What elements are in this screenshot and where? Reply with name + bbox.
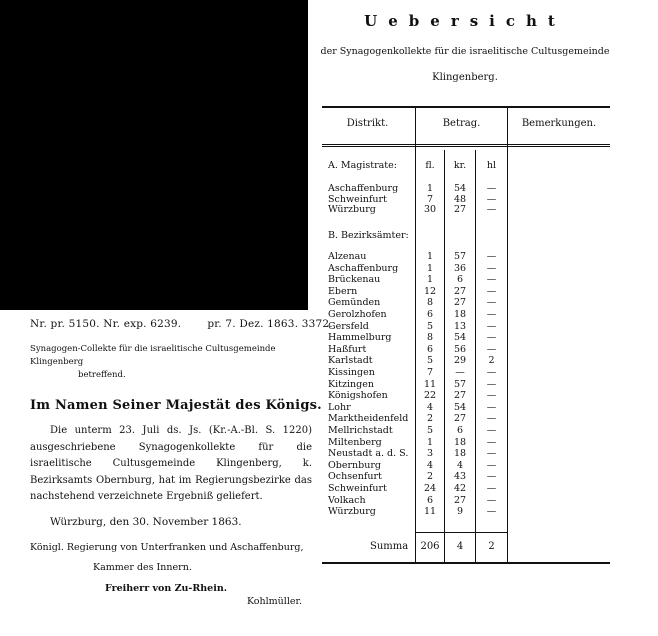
subject <box>30 343 312 382</box>
district-name: Kissingen <box>328 367 375 378</box>
amount-kr: 43 <box>453 471 467 483</box>
header-district: Distrikt. <box>346 118 389 129</box>
amount-kr: 36 <box>453 262 467 274</box>
amount-fl: 2 <box>426 471 434 483</box>
amount-fl: 11 <box>423 378 437 390</box>
district-name: Lohr <box>328 401 351 413</box>
district-name: Würzburg <box>328 204 376 215</box>
amount-fl: 6 <box>426 309 434 320</box>
amount-fl: 4 <box>426 401 434 413</box>
amount-fl: 7 <box>426 367 434 378</box>
amount-kr: 54 <box>453 332 467 344</box>
amount-hl: — <box>486 494 497 506</box>
district-name: Schweinfurt <box>328 193 387 205</box>
district-name: Ochsenfurt <box>328 471 382 483</box>
district-name: Alzenau <box>328 251 367 262</box>
amount-fl: 3 <box>426 448 434 460</box>
amount-kr: — <box>455 367 465 378</box>
table-subtitle-place: Klingenberg. <box>432 72 498 83</box>
amount-fl: 8 <box>426 297 434 309</box>
amount-fl: 8 <box>426 332 434 344</box>
district-name: Ebern <box>328 285 358 297</box>
top-rule <box>322 106 610 108</box>
district-name: Königshofen <box>328 390 388 402</box>
amount-kr: 27 <box>453 390 467 402</box>
amount-fl: 4 <box>426 459 434 471</box>
district-name: Volkach <box>328 494 366 506</box>
total-fl: 206 <box>420 541 440 552</box>
amount-hl: — <box>486 448 497 460</box>
amount-hl: — <box>486 483 497 494</box>
district-name: Hammelburg <box>328 332 392 344</box>
district-name: Kitzingen <box>328 378 374 390</box>
notice-body: Die unterm 23. Juli ds. Js. (Kr.-A.-Bl. S. 1220) ausgeschriebene Synagogenkollekte für die israelitische Cultusgemeinde Klingenberg, k. Bezirksamts Obernburg, hat im Regierungsbezirke das nachstehend verzeichnete Ergebniß geliefert. <box>30 425 312 502</box>
table-title: Uebersicht <box>364 12 566 30</box>
amount-kr: 13 <box>453 320 467 332</box>
amount-hl: — <box>486 425 497 436</box>
amount-hl: — <box>486 285 497 297</box>
district-name: Karlstadt <box>328 355 373 367</box>
amount-hl: — <box>486 204 497 215</box>
amount-hl: — <box>486 183 497 194</box>
amount-kr: 27 <box>453 297 467 309</box>
redaction-block <box>0 0 308 310</box>
amount-hl: — <box>486 459 497 471</box>
place-date: Würzburg, den 30. November 1863. <box>50 515 242 528</box>
amount-hl: — <box>486 413 497 425</box>
amount-kr: 57 <box>453 251 467 262</box>
amount-fl: 24 <box>423 483 437 494</box>
amount-hl: — <box>486 343 497 355</box>
amount-fl: 30 <box>423 204 437 215</box>
amount-hl: — <box>486 471 497 483</box>
amount-fl: 2 <box>426 413 434 425</box>
amount-hl: — <box>486 274 497 286</box>
amount-kr: 42 <box>453 483 467 494</box>
amount-kr: 48 <box>453 193 467 205</box>
section-magistrates: A. Magistrate: <box>328 160 397 171</box>
issuing-authority: Königl. Regierung von Unterfranken und Aschaffenburg, <box>30 541 304 553</box>
reference-line <box>30 318 333 330</box>
amount-fl: 1 <box>426 183 434 194</box>
header-amount: Betrag. <box>442 118 481 129</box>
header-remarks: Bemerkungen. <box>521 118 597 129</box>
amount-kr: 56 <box>453 343 467 355</box>
amount-fl: 1 <box>426 262 434 274</box>
amount-fl: 5 <box>426 355 434 367</box>
amount-fl: 6 <box>426 343 434 355</box>
amount-kr: 18 <box>453 309 467 320</box>
column-rule <box>507 106 508 562</box>
total-hl: 2 <box>488 541 495 552</box>
amount-hl: — <box>486 262 497 274</box>
amount-fl: 5 <box>426 425 434 436</box>
unit-kr: kr. <box>453 160 467 171</box>
amount-hl: — <box>486 309 497 320</box>
subject-continuation: betreffend. <box>78 370 126 380</box>
clerk: Kohlmüller. <box>246 595 302 607</box>
district-name: Aschaffenburg <box>328 262 399 274</box>
unit-hl: hl <box>486 160 497 171</box>
reference-date: pr. 7. Dez. 1863. 3372. <box>207 318 333 330</box>
amount-fl: 5 <box>426 320 434 332</box>
district-name: Aschaffenburg <box>328 183 399 194</box>
amount-fl: 1 <box>426 436 434 448</box>
district-name: Mellrichstadt <box>328 425 393 436</box>
chamber: Kammer des Innern. <box>93 561 192 573</box>
district-name: Schweinfurt <box>328 483 387 494</box>
amount-hl: — <box>486 332 497 344</box>
reference-numbers: Nr. pr. 5150. Nr. exp. 6239. <box>30 318 182 330</box>
amount-kr: 6 <box>456 274 464 286</box>
amount-hl: — <box>486 401 497 413</box>
amount-hl: — <box>486 378 497 390</box>
amount-fl: 22 <box>423 390 437 402</box>
amount-kr: 4 <box>456 459 464 471</box>
district-name: Gerolzhofen <box>328 309 387 320</box>
district-name: Gersfeld <box>328 320 369 332</box>
amount-kr: 54 <box>453 183 467 194</box>
unit-fl: fl. <box>425 160 435 171</box>
proclamation-heading: Im Namen Seiner Majestät des Königs. <box>30 398 322 413</box>
district-name: Gemünden <box>328 297 381 309</box>
district-name: Neustadt a. d. S. <box>328 448 409 460</box>
announcement <box>30 318 333 607</box>
amount-kr: 27 <box>453 413 467 425</box>
subject-line: Synagogen-Collekte für die israelitische Cultusgemeinde Klingenberg <box>30 344 276 367</box>
amount-kr: 18 <box>453 448 467 460</box>
amount-hl: — <box>486 506 497 518</box>
district-name: Obernburg <box>328 459 381 471</box>
district-name: Haßfurt <box>328 343 367 355</box>
district-name: Marktheidenfeld <box>328 413 409 425</box>
amount-fl: 6 <box>426 494 434 506</box>
amount-kr: 57 <box>453 378 467 390</box>
signatory: Freiherr von Zu-Rhein. <box>105 582 228 594</box>
amount-kr: 27 <box>453 204 467 215</box>
bottom-rule <box>322 562 610 564</box>
amount-kr: 29 <box>453 355 467 367</box>
amount-hl: — <box>486 436 497 448</box>
amount-hl: — <box>486 251 497 262</box>
amount-kr: 27 <box>453 285 467 297</box>
amount-hl: — <box>486 297 497 309</box>
amount-fl: 11 <box>423 506 437 518</box>
section-district-offices: B. Bezirksämter: <box>328 230 409 241</box>
amount-hl: — <box>486 320 497 332</box>
amount-hl: — <box>486 390 497 402</box>
amount-hl: — <box>486 367 497 378</box>
amount-kr: 54 <box>453 401 467 413</box>
amount-fl: 1 <box>426 274 434 286</box>
header-rule <box>322 144 610 145</box>
amount-fl: 7 <box>426 193 434 205</box>
amount-hl: 2 <box>488 355 495 367</box>
amount-kr: 18 <box>453 436 467 448</box>
district-name: Miltenberg <box>328 436 382 448</box>
total-label: Summa <box>370 541 409 552</box>
table-subtitle: der Synagogenkollekte für die israelitische Cultusgemeinde <box>320 46 610 57</box>
amount-fl: 1 <box>426 251 434 262</box>
header-rule-double <box>322 146 610 147</box>
amount-kr: 27 <box>453 494 467 506</box>
amount-fl: 12 <box>423 285 437 297</box>
district-name: Würzburg <box>328 506 376 518</box>
district-name: Brückenau <box>328 274 381 286</box>
total-kr: 4 <box>456 541 464 552</box>
amount-kr: 6 <box>456 425 464 436</box>
sum-rule <box>415 532 508 533</box>
amount-kr: 9 <box>456 506 464 518</box>
amount-hl: — <box>486 193 497 205</box>
